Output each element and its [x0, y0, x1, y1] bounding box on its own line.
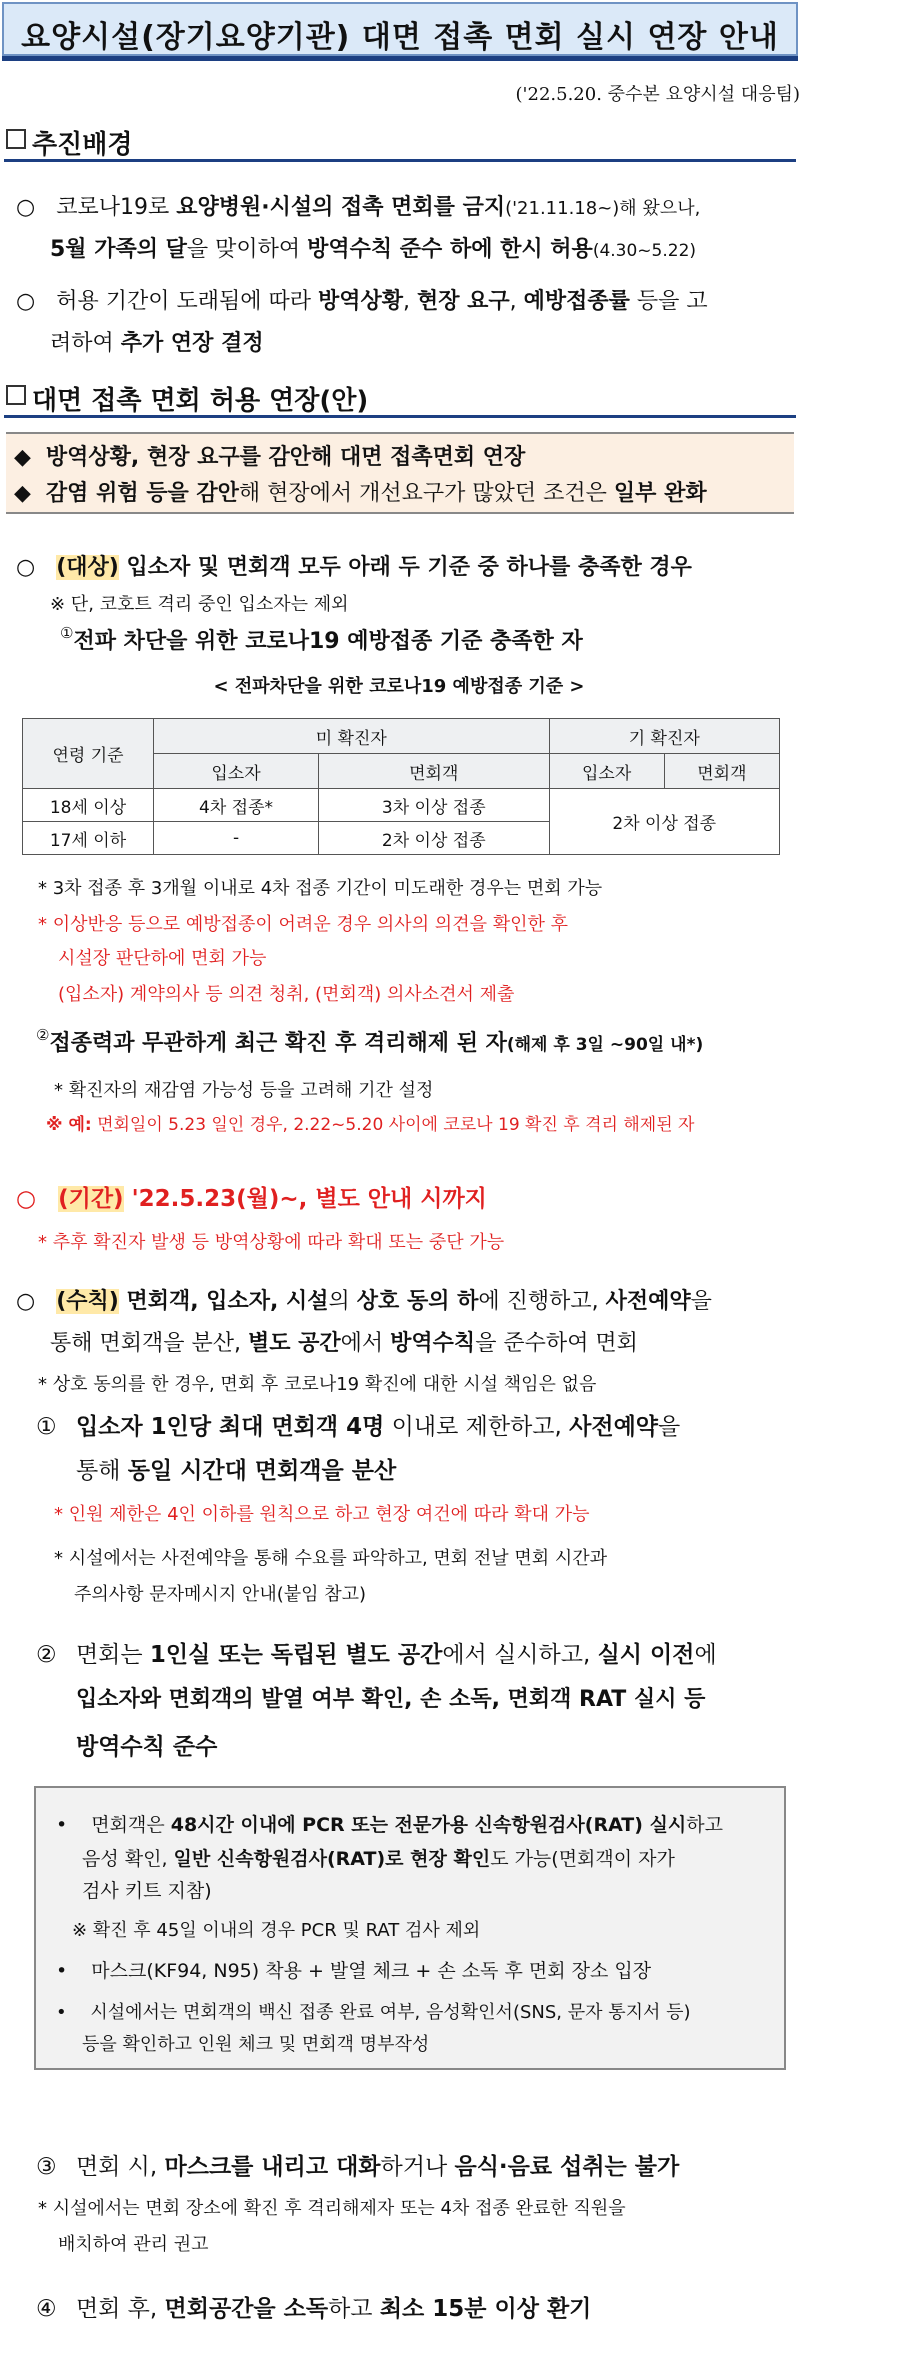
background-item-2-line-1: ○ 허용 기간이 도래됨에 따라 방역상황, 현장 요구, 예방접종률 등을 고	[16, 289, 708, 314]
criterion-1: ①전파 차단을 위한 코로나19 예방접종 기준 충족한 자	[60, 624, 583, 654]
rules-note: * 상호 동의를 한 경우, 면회 후 코로나19 확진에 대한 시설 책임은 없음	[38, 1374, 597, 1395]
table-header-confirmed: 기 확진자	[549, 719, 780, 754]
summary-callout	[6, 432, 794, 514]
period-line: ○ (기간) '22.5.23(월)~, 별도 안내 시까지	[16, 1186, 487, 1212]
background-item-1-line-1: ○ 코로나19로 요양병원·시설의 접촉 면회를 금지('21.11.18~)해 왔으나,	[16, 195, 701, 220]
table-header-resident: 입소자	[549, 754, 664, 789]
table-row: 18세 이상 4차 접종* 3차 이상 접종 2차 이상 접종	[23, 789, 780, 822]
detail-bullet-1: • 면회객은 48시간 이내에 PCR 또는 전문가용 신속항원검사(RAT) 실시하고	[56, 1814, 723, 1836]
bullet-circle-icon: ○	[16, 289, 36, 314]
detail-note: ※ 확진 후 45일 이내의 경우 PCR 및 RAT 검사 제외	[72, 1920, 481, 1941]
checkbox-square-icon	[6, 129, 26, 149]
rule-2-line-1: ② 면회는 1인실 또는 독립된 별도 공간에서 실시하고, 실시 이전에	[36, 1642, 717, 1668]
table-header-age: 연령 기준	[23, 719, 154, 789]
section-heading: 추진배경	[32, 130, 133, 160]
period-tag: (기간)	[58, 1186, 124, 1212]
detail-bullet-1-line-2: 음성 확인, 일반 신속항원검사(RAT)로 현장 확인도 가능(면회객이 자가	[82, 1848, 675, 1870]
rule-3-note-2: 배치하여 관리 권고	[58, 2234, 209, 2255]
criterion-2-note-2: ※ 예: 면회일이 5.23 일인 경우, 2.22~5.20 사이에 코로나 19 확진 후 격리 해제된 자	[46, 1115, 695, 1135]
detail-bullet-3: • 시설에서는 면회객의 백신 접종 완료 여부, 음성확인서(SNS, 문자 통지서 등)	[56, 2002, 691, 2023]
page-title: 요양시설(장기요양기관) 대면 접촉 면회 실시 연장 안내	[21, 20, 779, 55]
section-heading: 대면 접촉 면회 허용 연장(안)	[32, 386, 369, 416]
target-line: ○ (대상) 입소자 및 면회객 모두 아래 두 기준 중 하나를 충족한 경우	[16, 555, 692, 580]
rule-1-note-2: * 시설에서는 사전예약을 통해 수요를 파악하고, 면회 전날 면회 시간과	[54, 1548, 608, 1569]
confirmed-cell: 2차 이상 접종	[549, 789, 780, 855]
bullet-circle-icon: ○	[16, 1289, 36, 1314]
rule-3-line: ③ 면회 시, 마스크를 내리고 대화하거나 음식·음료 섭취는 불가	[36, 2154, 680, 2180]
rule-2-line-3: 방역수칙 준수	[76, 1734, 218, 1760]
bullet-circle-icon: ○	[16, 195, 36, 220]
background-item-2-line-2: 려하여 추가 연장 결정	[50, 331, 264, 356]
title-underline	[2, 56, 798, 61]
detail-bullet-2: • 마스크(KF94, N95) 착용 + 발열 체크 + 손 소독 후 면회 장소 입장	[56, 1960, 652, 1982]
section-heading-background	[4, 124, 796, 162]
rule-1-line-2: 통해 동일 시간대 면회객을 분산	[76, 1458, 397, 1484]
section-heading-background-2	[4, 380, 796, 418]
rule-1-line-1: ① 입소자 1인당 최대 면회객 4명 이내로 제한하고, 사전예약을	[36, 1414, 681, 1440]
rule-4-line: ④ 면회 후, 면회공간을 소독하고 최소 15분 이상 환기	[36, 2296, 592, 2322]
table-note-3: (입소자) 계약의사 등 의견 청취, (면회객) 의사소견서 제출	[58, 984, 515, 1005]
detail-bullet-3-line-2: 등을 확인하고 인원 체크 및 면회객 명부작성	[82, 2034, 430, 2055]
dot-bullet-icon: •	[56, 1814, 68, 1836]
title-banner	[2, 2, 798, 56]
rule-3-note-1: * 시설에서는 면회 장소에 확진 후 격리해제자 또는 4차 접종 완료한 직원을	[38, 2198, 626, 2219]
table-note-2b: 시설장 판단하에 면회 가능	[58, 948, 267, 969]
vaccination-criteria-table	[22, 718, 780, 855]
table-row: 17세 이하 - 2차 이상 접종	[23, 822, 780, 855]
target-tag: (대상)	[56, 555, 119, 580]
table-note-1: * 3차 접종 후 3개월 이내로 4차 접종 기간이 미도래한 경우는 면회 가능	[38, 878, 603, 899]
criterion-2: ②접종력과 무관하게 최근 확진 후 격리해제 된 자(해제 후 3일 ~90일 내*)	[36, 1026, 704, 1056]
target-note: ※ 단, 코호트 격리 중인 입소자는 제외	[50, 594, 349, 615]
rule-1-note-1: * 인원 제한은 4인 이하를 원칙으로 하고 현장 여건에 따라 확대 가능	[54, 1504, 590, 1525]
rules-line-1: ○ (수칙) 면회객, 입소자, 시설의 상호 동의 하에 진행하고, 사전예약을	[16, 1289, 712, 1314]
table-header-unconfirmed: 미 확진자	[154, 719, 550, 754]
table-caption: < 전파차단을 위한 코로나19 예방접종 기준 >	[213, 676, 585, 697]
table-header-visitor: 면회객	[319, 754, 549, 789]
table-header-visitor: 면회객	[664, 754, 779, 789]
criterion-2-note-1: * 확진자의 재감염 가능성 등을 고려해 기간 설정	[54, 1080, 434, 1101]
callout-row-2: ◆ 감염 위험 등을 감안해 현장에서 개선요구가 많았던 조건은 일부 완화	[14, 481, 707, 506]
background-item-1-line-2: 5월 가족의 달을 맞이하여 방역수칙 준수 하에 한시 허용(4.30~5.22)	[50, 237, 697, 262]
date-line: ('22.5.20. 중수본 요양시설 대응팀)	[515, 84, 800, 105]
diamond-bullet-icon: ◆	[14, 445, 31, 470]
checkbox-square-icon	[6, 385, 26, 405]
rule-2-detail-box	[34, 1786, 786, 2070]
diamond-bullet-icon: ◆	[14, 481, 31, 506]
bullet-circle-icon: ○	[16, 1186, 37, 1212]
period-note: * 추후 확진자 발생 등 방역상황에 따라 확대 또는 중단 가능	[38, 1232, 505, 1253]
rule-2-line-2: 입소자와 면회객의 발열 여부 확인, 손 소독, 면회객 RAT 실시 등	[76, 1687, 706, 1712]
callout-row-1: ◆ 방역상황, 현장 요구를 감안해 대면 접촉면회 연장	[14, 445, 526, 470]
bullet-circle-icon: ○	[16, 555, 36, 580]
detail-bullet-1-line-3: 검사 키트 지참)	[82, 1880, 212, 1902]
rules-tag: (수칙)	[56, 1289, 119, 1314]
rule-1-note-2b: 주의사항 문자메시지 안내(붙임 참고)	[74, 1584, 367, 1605]
table-note-2: * 이상반응 등으로 예방접종이 어려운 경우 의사의 의견을 확인한 후	[38, 914, 568, 935]
table-header-resident: 입소자	[154, 754, 319, 789]
rules-line-2: 통해 면회객을 분산, 별도 공간에서 방역수칙을 준수하여 면회	[50, 1331, 638, 1356]
dot-bullet-icon: •	[56, 2002, 67, 2023]
dot-bullet-icon: •	[56, 1960, 68, 1982]
